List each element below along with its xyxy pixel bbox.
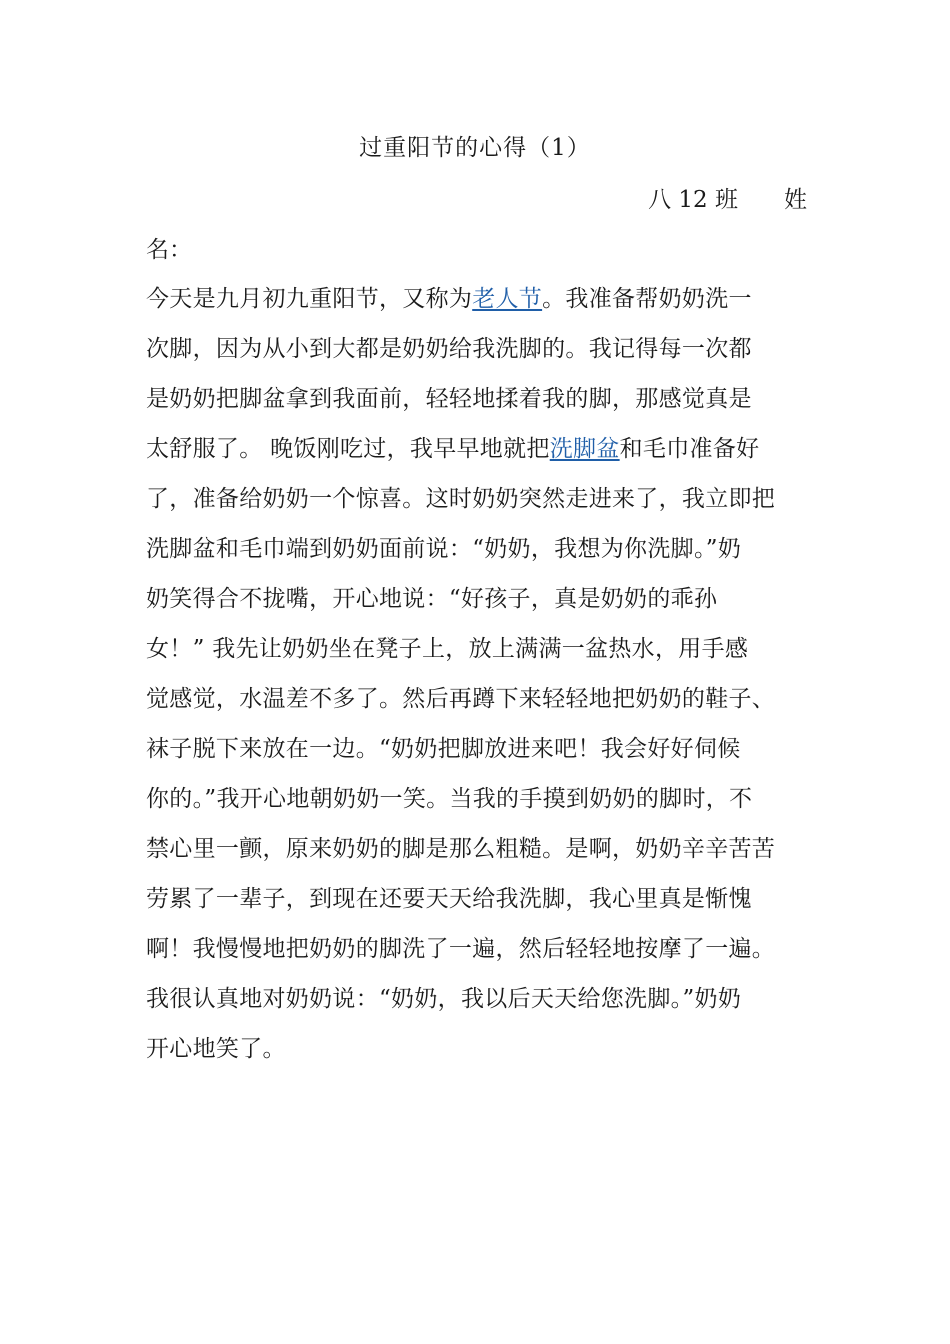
body-line (146, 933, 826, 983)
body-line (146, 283, 826, 333)
link-elder-festival[interactable]: 老人节 (472, 286, 543, 312)
body-line (146, 483, 826, 533)
body-line (146, 783, 826, 833)
line-text: 劳累了一辈子，到现在还要天天给我洗脚，我心里真是惭愧 (146, 886, 752, 912)
line-text: 我很认真地对奶奶说：“奶奶，我以后天天给您洗脚。”奶奶 (146, 986, 742, 1012)
body-line (146, 633, 826, 683)
body-line (146, 433, 826, 483)
line-text: 女！” 我先让奶奶坐在凳子上，放上满满一盆热水，用手感 (146, 636, 749, 662)
line-text: 次脚，因为从小到大都是奶奶给我洗脚的。我记得每一次都 (146, 336, 752, 362)
body-line (146, 983, 826, 1033)
body-line (146, 333, 826, 383)
line-text: 觉感觉，水温差不多了。然后再蹲下来轻轻地把奶奶的鞋子、 (146, 686, 776, 712)
line-text: 你的。”我开心地朝奶奶一笑。当我的手摸到奶奶的脚时，不 (146, 786, 753, 812)
essay-body (146, 283, 826, 1083)
line-text: 是奶奶把脚盆拿到我面前，轻轻地揉着我的脚，那感觉真是 (146, 386, 752, 412)
line-text: 袜子脱下来放在一边。“奶奶把脚放进来吧！我会好好伺候 (146, 736, 741, 762)
document-title: 过重阳节的心得（1） (359, 135, 591, 161)
line-text: 啊！我慢慢地把奶奶的脚洗了一遍，然后轻轻地按摩了一遍。 (146, 936, 776, 962)
body-line (146, 883, 826, 933)
link-foot-basin[interactable]: 洗脚盆 (549, 436, 620, 462)
line-text: 今天是九月初九重阳节，又称为 (146, 286, 473, 312)
body-line (146, 1033, 826, 1083)
line-text: 和毛巾准备好 (619, 436, 760, 462)
line-text: 洗脚盆和毛巾端到奶奶面前说：“奶奶，我想为你洗脚。”奶 (146, 536, 742, 562)
class-label: 八 12 班 姓 (648, 187, 807, 213)
body-line (146, 683, 826, 733)
body-line (146, 733, 826, 783)
line-text: 开心地笑了。 (146, 1036, 286, 1062)
line-text: 奶笑得合不拢嘴，开心地说：“好孩子，真是奶奶的乖孙 (146, 586, 718, 612)
name-label: 名： (146, 237, 192, 263)
line-text: 太舒服了。 晚饭刚吃过，我早早地就把 (146, 436, 550, 462)
body-line (146, 833, 826, 883)
line-text: 。我准备帮奶奶洗一 (542, 286, 752, 312)
body-line (146, 583, 826, 633)
body-line (146, 533, 826, 583)
line-text: 了，准备给奶奶一个惊喜。这时奶奶突然走进来了，我立即把 (146, 486, 776, 512)
body-line (146, 383, 826, 433)
line-text: 禁心里一颤，原来奶奶的脚是那么粗糙。是啊，奶奶辛辛苦苦 (146, 836, 776, 862)
